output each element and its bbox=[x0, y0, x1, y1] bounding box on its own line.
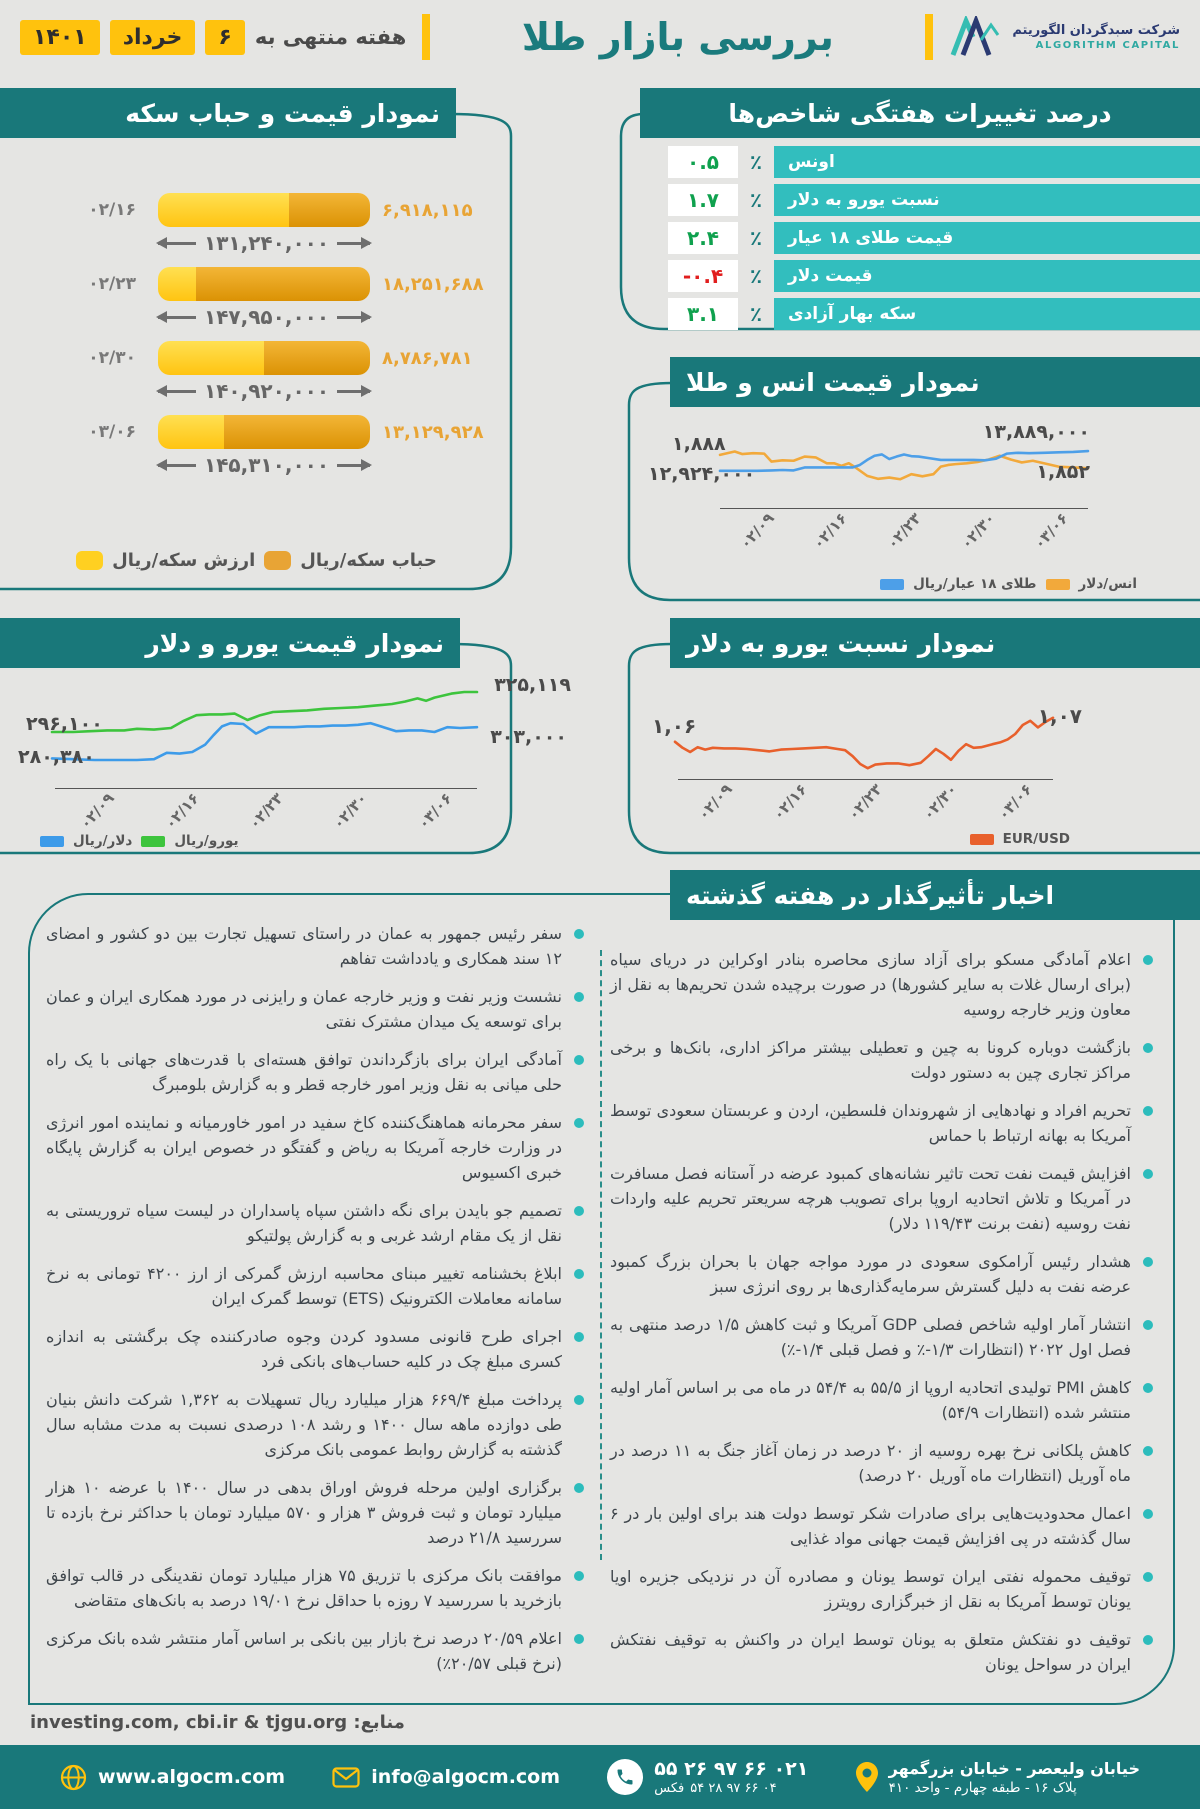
x-tick bbox=[828, 781, 903, 827]
x-tick-label: ۰۳/۰۶ bbox=[994, 780, 1037, 824]
ounce-start-value: ۱,۸۸۸ bbox=[672, 433, 726, 455]
bullet-icon bbox=[1143, 1446, 1153, 1456]
right-arrow-icon bbox=[337, 464, 370, 467]
footer-bar bbox=[0, 1745, 1200, 1809]
euro-dollar-panel bbox=[0, 618, 571, 855]
legend-swatch-icon bbox=[880, 579, 904, 590]
coin-value-segment bbox=[158, 267, 196, 301]
index-bar bbox=[774, 222, 1200, 254]
series-line bbox=[52, 692, 477, 732]
x-tick-label: ۰۲/۰۹ bbox=[736, 509, 778, 553]
date-year-box: ۱۴۰۱ bbox=[20, 20, 100, 55]
brand-logo bbox=[949, 16, 1180, 58]
news-item bbox=[610, 1098, 1155, 1148]
gold-ounce-panel bbox=[620, 357, 1200, 602]
news-item bbox=[610, 1564, 1155, 1614]
bullet-icon bbox=[1143, 1383, 1153, 1393]
news-text: اعلام ۲۰/۵۹ درصد نرخ بازار بین بانکی بر اساس آمار منتشر شده بانک مرکزی (نرخ قبلی ۲۰/۵۷٪) bbox=[46, 1629, 562, 1673]
news-item bbox=[610, 1312, 1155, 1362]
coin-bar-row bbox=[0, 414, 513, 450]
date-day-box: ۶ bbox=[205, 20, 244, 55]
legend-swatch-icon bbox=[264, 551, 291, 570]
news-item bbox=[46, 1261, 586, 1311]
address-group bbox=[856, 1759, 1140, 1796]
left-arrow-icon bbox=[158, 464, 196, 467]
coin-bubble-segment bbox=[224, 415, 370, 449]
coin-bar-row bbox=[0, 266, 513, 302]
page-header bbox=[0, 0, 1200, 74]
eur-usd-end-value: ۱,۰۷ bbox=[1037, 704, 1082, 728]
x-tick bbox=[55, 790, 139, 836]
divider-bar-right bbox=[925, 14, 933, 60]
bullet-icon bbox=[1143, 955, 1153, 965]
bullet-icon bbox=[1143, 1106, 1153, 1116]
change-value: ۳.۱ bbox=[668, 298, 738, 330]
x-tick bbox=[867, 510, 941, 556]
legend-label: حباب سکه/ریال bbox=[300, 550, 437, 571]
coin-bar-date: ۰۲/۲۳ bbox=[88, 274, 136, 294]
news-item bbox=[46, 984, 586, 1034]
x-tick-label: ۰۲/۲۳ bbox=[844, 780, 887, 824]
left-arrow-icon bbox=[158, 390, 196, 393]
bullet-icon bbox=[574, 1634, 584, 1644]
bullet-icon bbox=[574, 1571, 584, 1581]
phone-number: ۰۲۱ ۶۶ ۹۷ ۲۶ ۵۵ bbox=[654, 1758, 809, 1780]
bullet-icon bbox=[1143, 1169, 1153, 1179]
coin-value-segment bbox=[158, 415, 224, 449]
algorithm-capital-logo-icon bbox=[949, 16, 1003, 58]
change-value: -۰.۴ bbox=[668, 260, 738, 292]
x-axis bbox=[720, 508, 1088, 509]
eur-usd-panel bbox=[620, 618, 1200, 855]
weekly-change-row bbox=[668, 260, 1200, 292]
fax-line bbox=[654, 1781, 776, 1796]
news-column-right bbox=[610, 947, 1155, 1690]
news-text: موافقت بانک مرکزی با تزریق ۷۵ هزار میلیارد تومان نقدینگی در قالب توافق بازخرید با سررسید ۷ روزه با حداقل نرخ ۱۹/۰۱ درصد به بانک‌های متقاضی bbox=[46, 1566, 563, 1610]
index-bar bbox=[774, 298, 1200, 330]
x-axis bbox=[55, 788, 477, 789]
legend-swatch-icon bbox=[141, 836, 165, 847]
news-item bbox=[46, 1324, 586, 1374]
x-tick bbox=[720, 510, 794, 556]
coin-total-value: ۱۴۵,۳۱۰,۰۰۰ bbox=[204, 453, 330, 477]
news-text: اجرای طرح قانونی مسدود کردن وجوه صادرکننده چک برگشتی به اندازه کسری مبلغ چک در کلیه حساب‌های بانکی فرد bbox=[46, 1327, 562, 1371]
x-tick-label: ۰۳/۰۶ bbox=[414, 789, 456, 833]
coin-bar-date: ۰۲/۳۰ bbox=[88, 348, 136, 368]
website-group bbox=[60, 1764, 285, 1791]
index-bar bbox=[774, 146, 1200, 178]
bullet-icon bbox=[1143, 1635, 1153, 1645]
weekly-change-row bbox=[668, 222, 1200, 254]
percent-sign: ٪ bbox=[749, 302, 763, 326]
bullet-icon bbox=[1143, 1043, 1153, 1053]
eur-usd-start-value: ۱,۰۶ bbox=[652, 714, 697, 738]
bullet-icon bbox=[574, 1395, 584, 1405]
x-tick-label: ۰۳/۰۶ bbox=[1030, 509, 1072, 553]
legend-swatch-icon bbox=[76, 551, 103, 570]
series-line bbox=[52, 723, 477, 760]
address-line2: پلاک ۱۶ - طبقه چهارم - واحد ۴۱۰ bbox=[888, 1779, 1077, 1796]
x-tick-label: ۰۲/۳۰ bbox=[329, 789, 372, 833]
x-tick bbox=[308, 790, 392, 836]
euro-end-value: ۳۲۵,۱۱۹ bbox=[494, 674, 571, 696]
right-arrow-icon bbox=[337, 316, 370, 319]
bullet-icon bbox=[574, 992, 584, 1002]
weekly-change-row bbox=[668, 298, 1200, 330]
brand-text bbox=[1012, 23, 1180, 51]
weekly-changes-rows bbox=[668, 146, 1200, 336]
x-axis bbox=[678, 779, 1053, 780]
news-text: هشدار رئیس آرامکوی سعودی در مورد مواجه جهان با بحران بزرگ کمبود عرضه نفت به دلیل گسترش سرمایه‌گذاری‌ها بر روی انرژی سبز bbox=[610, 1252, 1131, 1296]
phone-icon bbox=[607, 1759, 643, 1795]
news-item bbox=[46, 1475, 586, 1550]
legend-label: دلار/ریال bbox=[73, 833, 133, 849]
coin-total-value: ۱۴۷,۹۵۰,۰۰۰ bbox=[204, 305, 330, 329]
coin-total-line bbox=[158, 379, 370, 403]
fax-label: فکس bbox=[654, 1781, 685, 1796]
coin-total-row bbox=[0, 450, 513, 480]
news-item bbox=[46, 1563, 586, 1613]
dollar-start-value: ۲۸۰,۳۸۰ bbox=[18, 746, 95, 768]
news-item bbox=[610, 1627, 1155, 1677]
coin-bubble-segment bbox=[264, 341, 370, 375]
news-item bbox=[610, 1161, 1155, 1236]
left-arrow-icon bbox=[158, 316, 196, 319]
news-text: اعمال محدودیت‌هایی برای صادرات شکر توسط دولت هند برای اولین بار در ۶ سال گذشته در پی افزایش قیمت جهانی مواد غذایی bbox=[610, 1504, 1131, 1548]
x-tick bbox=[753, 781, 828, 827]
coin-total-value: ۱۴۰,۹۲۰,۰۰۰ bbox=[204, 379, 330, 403]
brand-name-fa: شرکت سبدگردان الگوریتم bbox=[1012, 23, 1180, 38]
index-bar bbox=[774, 260, 1200, 292]
weekly-changes-panel bbox=[620, 88, 1200, 331]
x-tick-label: ۰۲/۱۶ bbox=[160, 789, 203, 833]
x-axis-labels bbox=[720, 510, 1088, 556]
coin-bar bbox=[158, 341, 370, 375]
coin-bar-row bbox=[0, 192, 513, 228]
legend-label: یورو/ریال bbox=[174, 833, 239, 849]
address-text bbox=[889, 1759, 1140, 1796]
index-bar bbox=[774, 184, 1200, 216]
x-tick bbox=[941, 510, 1015, 556]
phone-numbers bbox=[654, 1758, 808, 1796]
date-month-box: خرداد bbox=[110, 20, 196, 55]
legend-label: طلای ۱۸ عیار/ریال bbox=[913, 576, 1037, 592]
euro-dollar-legend bbox=[40, 833, 239, 849]
coin-bubble-segment bbox=[196, 267, 370, 301]
gold-ounce-title: نمودار قیمت انس و طلا bbox=[670, 357, 1200, 407]
news-item bbox=[610, 1375, 1155, 1425]
news-column-divider bbox=[600, 950, 602, 1560]
news-title: اخبار تأثیرگذار در هفته گذشته bbox=[670, 870, 1200, 920]
left-arrow-icon bbox=[158, 242, 196, 245]
news-text: افزایش قیمت نفت تحت تاثیر نشانه‌های کمبود عرضه در آستانه فصل مسافرت در آمریکا و تلاش اتحادیه اروپا برای تصویب هرچه سریعتر تحریم علیه واردات نفت روسیه (نفت برنت ۱۱۹/۴۳ دلار) bbox=[610, 1164, 1131, 1233]
x-tick-label: ۰۲/۳۰ bbox=[919, 780, 962, 824]
coin-total-value: ۱۳۱,۲۴۰,۰۰۰ bbox=[204, 231, 330, 255]
legend-swatch-icon bbox=[970, 834, 994, 845]
news-item bbox=[610, 1249, 1155, 1299]
eur-usd-legend bbox=[970, 831, 1070, 847]
weekly-change-row bbox=[668, 184, 1200, 216]
page-title: بررسی بازار طلا bbox=[521, 15, 834, 59]
coin-value-segment bbox=[158, 341, 264, 375]
coin-bar-date: ۰۲/۱۶ bbox=[88, 200, 136, 220]
x-axis-labels bbox=[678, 781, 1053, 827]
gold-ounce-legend bbox=[880, 576, 1137, 592]
news-item bbox=[610, 1438, 1155, 1488]
brand-name-en: ALGORITHM CAPITAL bbox=[1035, 40, 1180, 51]
news-item bbox=[610, 1501, 1155, 1551]
percent-sign: ٪ bbox=[749, 264, 763, 288]
coin-bars bbox=[0, 192, 513, 488]
bullet-icon bbox=[574, 1118, 584, 1128]
sources-line: منابع: investing.com, cbi.ir & tjgu.org bbox=[30, 1712, 405, 1733]
coin-total-row bbox=[0, 376, 513, 406]
x-tick-label: ۰۲/۱۶ bbox=[769, 780, 812, 824]
news-text: کاهش PMI تولیدی اتحادیه اروپا از ۵۵/۵ به ۵۴/۴ در ماه می بر اساس آمار اولیه منتشر شده (انتظارات ۵۴/۹) bbox=[610, 1378, 1132, 1422]
news-text: سفر محرمانه هماهنگ‌کننده کاخ سفید در امور خاورمیانه و نماینده امور انرژی در وزارت خارجه آمریکا به ریاض و گفتگو در خصوص ایران به گزارش پایگاه خبری اکسیوس bbox=[46, 1113, 562, 1182]
bullet-icon bbox=[1143, 1509, 1153, 1519]
news-text: سفر رئیس جمهور به عمان در راستای تسهیل تجارت بین دو کشور و امضای ۱۲ سند همکاری و یادداشت تفاهم bbox=[46, 924, 562, 968]
coin-total-line bbox=[158, 453, 370, 477]
coin-bar-row bbox=[0, 340, 513, 376]
news-text: توقیف دو نفتکش متعلق به یونان توسط ایران در واکنش به توقیف نفتکش ایران در سواحل یونان bbox=[610, 1630, 1131, 1674]
bullet-icon bbox=[574, 1483, 584, 1493]
bullet-icon bbox=[1143, 1257, 1153, 1267]
location-pin-icon bbox=[856, 1762, 878, 1792]
coin-bubble-panel bbox=[0, 88, 513, 591]
coin-total-line bbox=[158, 305, 370, 329]
coin-bubble-value: ۶,۹۱۸,۱۱۵ bbox=[382, 199, 473, 221]
divider-bar-left bbox=[422, 14, 430, 60]
x-tick-label: ۰۲/۱۶ bbox=[809, 509, 852, 553]
coin-total-row bbox=[0, 302, 513, 332]
address-line1: خیابان ولیعصر - خیابان بزرگمهر bbox=[888, 1758, 1140, 1778]
date-group bbox=[20, 20, 406, 55]
x-tick bbox=[978, 781, 1053, 827]
phone-group bbox=[607, 1758, 808, 1796]
website-link[interactable]: www.algocm.com bbox=[98, 1766, 286, 1788]
right-arrow-icon bbox=[337, 390, 370, 393]
news-text: اعلام آمادگی مسکو برای آزاد سازی محاصره بنادر اوکراین در دریای سیاه (برای ارسال غلات به سایر کشورها) در صورت برچیده شدن تحریم‌ها به نقل از معاون وزیر خارجه روسیه bbox=[610, 950, 1131, 1019]
coin-bubble-value: ۸,۷۸۶,۷۸۱ bbox=[382, 347, 473, 369]
x-tick bbox=[224, 790, 308, 836]
dollar-end-value: ۳۰۳,۰۰۰ bbox=[490, 726, 567, 748]
news-text: نشست وزیر نفت و وزیر خارجه عمان و رایزنی در مورد همکاری ایران و عمان برای توسعه یک میدان مشترک نفتی bbox=[46, 987, 562, 1031]
index-label: قیمت طلای ۱۸ عیار bbox=[788, 228, 954, 248]
news-text: ابلاغ بخشنامه تغییر مبنای محاسبه ارزش گمرکی از ارز ۴۲۰۰ تومانی به نرخ سامانه معاملات الکترونیک (ETS) توسط گمرک ایران bbox=[46, 1264, 562, 1308]
coin-value-segment bbox=[158, 193, 289, 227]
ounce-end-value: ۱,۸۵۲ bbox=[1036, 461, 1090, 483]
news-text: آمادگی ایران برای بازگرداندن توافق هسته‌ای با قدرت‌های جهانی با یک راه حلی میانی به نقل وزیر امور خارجه قطر و به گزارش بلومبرگ bbox=[46, 1050, 562, 1094]
change-value: ۲.۴ bbox=[668, 222, 738, 254]
gold-start-value: ۱۲,۹۲۴,۰۰۰ bbox=[648, 463, 756, 485]
weekly-change-row bbox=[668, 146, 1200, 178]
x-tick-label: ۰۲/۲۳ bbox=[245, 789, 287, 833]
news-text: تصمیم جو بایدن برای نگه داشتن سپاه پاسداران در لیست سیاه تروریستی به نقل از یک مقام ارشد غربی و به گزارش پولتیکو bbox=[46, 1201, 562, 1245]
coin-bar bbox=[158, 267, 370, 301]
bullet-icon bbox=[1143, 1320, 1153, 1330]
coin-total-row bbox=[0, 228, 513, 258]
coin-bubble-value: ۱۸,۲۵۱,۶۸۸ bbox=[382, 273, 484, 295]
coin-chart-title: نمودار قیمت و حباب سکه bbox=[0, 88, 456, 138]
x-tick bbox=[139, 790, 223, 836]
bullet-icon bbox=[574, 929, 584, 939]
legend-label: انس/دلار bbox=[1078, 576, 1137, 592]
percent-sign: ٪ bbox=[749, 226, 763, 250]
news-item bbox=[610, 1035, 1155, 1085]
email-link[interactable]: info@algocm.com bbox=[371, 1766, 561, 1788]
news-text: تحریم افراد و نهادهایی از شهروندان فلسطین، اردن و عربستان سعودی توسط آمریکا به بهانه ارتباط با حماس bbox=[610, 1101, 1131, 1145]
news-text: بازگشت دوباره کرونا به چین و تعطیلی بیشتر مراکز اداری، بانک‌ها و برخی مراکز تجاری چین به دستور دولت bbox=[610, 1038, 1131, 1082]
right-arrow-icon bbox=[337, 242, 370, 245]
coin-bubble-segment bbox=[289, 193, 370, 227]
x-tick bbox=[903, 781, 978, 827]
euro-dollar-title: نمودار قیمت یورو و دلار bbox=[0, 618, 460, 668]
email-group bbox=[332, 1766, 560, 1788]
coin-bar bbox=[158, 415, 370, 449]
news-item bbox=[46, 1047, 586, 1097]
coin-total-line bbox=[158, 231, 370, 255]
index-label: قیمت دلار bbox=[788, 266, 873, 286]
news-item bbox=[46, 1110, 586, 1185]
x-axis-labels bbox=[55, 790, 477, 836]
x-tick-label: ۰۲/۰۹ bbox=[76, 789, 118, 833]
x-tick bbox=[678, 781, 753, 827]
index-label: نسبت یورو به دلار bbox=[788, 190, 940, 210]
series-line bbox=[675, 718, 1053, 768]
envelope-icon bbox=[332, 1767, 360, 1788]
legend-label: ارزش سکه/ریال bbox=[112, 550, 256, 571]
globe-icon bbox=[60, 1764, 87, 1791]
x-tick bbox=[1014, 510, 1088, 556]
news-item bbox=[46, 1198, 586, 1248]
news-text: کاهش پلکانی نرخ بهره روسیه از ۲۰ درصد در زمان آغاز جنگ به ۱۱ درصد در ماه آوریل (انتظارات ماه آوریل ۲۰ درصد) bbox=[610, 1441, 1131, 1485]
bullet-icon bbox=[574, 1206, 584, 1216]
news-text: پرداخت مبلغ ۶۶۹/۴ هزار میلیارد ریال تسهیلات به ۱,۳۶۲ شرکت دانش بنیان طی دوازده ماهه سال ۱۴۰۰ و رشد ۱۰۸ درصدی نسبت به مدت مشابه سال گذشته به گزارش روابط عمومی بانک مرکزی bbox=[46, 1390, 563, 1459]
change-value: ۱.۷ bbox=[668, 184, 738, 216]
percent-sign: ٪ bbox=[749, 150, 763, 174]
bullet-icon bbox=[574, 1269, 584, 1279]
eur-usd-line bbox=[675, 713, 1053, 773]
news-item bbox=[46, 921, 586, 971]
week-ending-label: هفته منتهی به bbox=[254, 25, 407, 49]
coin-bar-date: ۰۳/۰۶ bbox=[88, 422, 136, 442]
x-tick bbox=[794, 510, 868, 556]
x-tick bbox=[393, 790, 477, 836]
news-item bbox=[46, 1387, 586, 1462]
news-item bbox=[610, 947, 1155, 1022]
gold-ounce-lines bbox=[720, 449, 1088, 491]
coin-legend bbox=[0, 550, 513, 571]
news-box bbox=[28, 893, 1175, 1705]
bullet-icon bbox=[1143, 1572, 1153, 1582]
percent-sign: ٪ bbox=[749, 188, 763, 212]
legend-label: EUR/USD bbox=[1002, 831, 1070, 847]
bullet-icon bbox=[574, 1055, 584, 1065]
x-tick-label: ۰۲/۲۳ bbox=[883, 509, 925, 553]
legend-swatch-icon bbox=[1046, 579, 1070, 590]
coin-bubble-value: ۱۳,۱۲۹,۹۲۸ bbox=[382, 421, 484, 443]
bullet-icon bbox=[574, 1332, 584, 1342]
news-column-left bbox=[46, 921, 586, 1689]
x-tick-label: ۰۲/۰۹ bbox=[694, 780, 737, 824]
index-label: اونس bbox=[788, 152, 835, 172]
euro-start-value: ۲۹۶,۱۰۰ bbox=[26, 713, 103, 735]
index-label: سکه بهار آزادی bbox=[788, 304, 917, 324]
gold-end-value: ۱۳,۸۸۹,۰۰۰ bbox=[982, 421, 1090, 443]
change-value: ۰.۵ bbox=[668, 146, 738, 178]
eur-usd-title: نمودار نسبت یورو به دلار bbox=[670, 618, 1200, 668]
weekly-changes-title: درصد تغییرات هفتگی شاخص‌ها bbox=[640, 88, 1200, 138]
fax-number: ۰۴ ۶۶ ۹۷ ۲۸ ۵۴ bbox=[690, 1781, 777, 1796]
news-text: انتشار آمار اولیه شاخص فصلی GDP آمریکا و ثبت کاهش ۱/۵ درصد منتهی به فصل اول ۲۰۲۲ (انتظارات ۱/۳-٪ و فصل قبلی ۱/۴-٪) bbox=[610, 1315, 1132, 1359]
legend-swatch-icon bbox=[40, 836, 64, 847]
news-text: برگزاری اولین مرحله فروش اوراق بدهی در سال ۱۴۰۰ با عرضه ۱۰ هزار میلیارد تومان و ثبت فروش ۳ هزار و ۵۷۰ میلیارد تومان با حداکثر نرخ بازده تا سررسید ۲۱/۸ درصد bbox=[46, 1478, 563, 1547]
news-item bbox=[46, 1626, 586, 1676]
euro-dollar-lines bbox=[52, 688, 477, 768]
x-tick-label: ۰۲/۳۰ bbox=[956, 509, 999, 553]
news-text: توقیف محموله نفتی ایران توسط یونان و مصادره آن در نزدیکی جزیره اویا یونان توسط آمریکا به نقل از خبرگزاری رویترز bbox=[610, 1567, 1131, 1611]
coin-bar bbox=[158, 193, 370, 227]
